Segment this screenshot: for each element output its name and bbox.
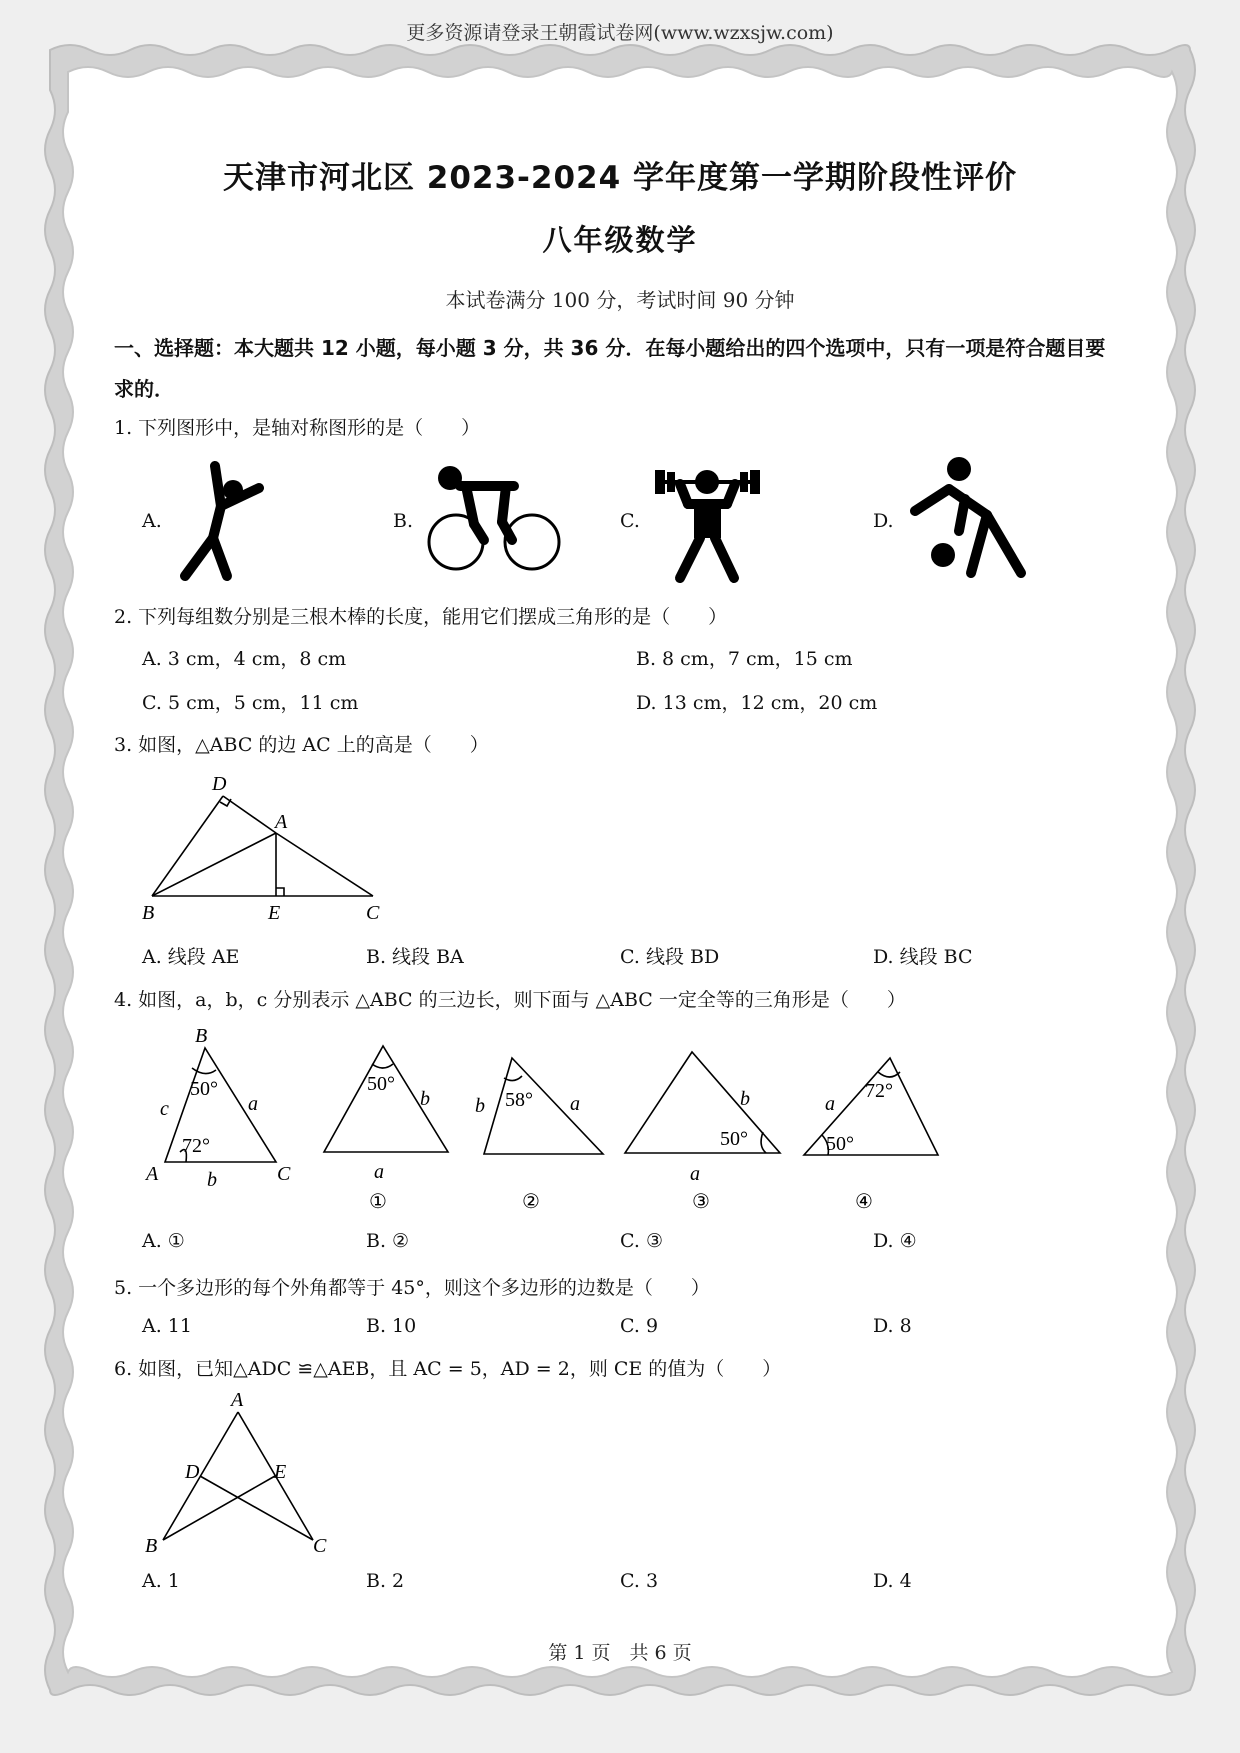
q2-option-d[interactable]: D. 13 cm，12 cm，20 cm [636,692,878,714]
figure-weightlifter-icon [650,460,765,585]
tri2-angle-58: 58° [505,1089,533,1111]
tri1-number: ① [369,1191,387,1213]
question-5-stem: 5. 一个多边形的每个外角都等于 45°，则这个多边形的边数是（ ） [114,1277,710,1299]
q5-option-b[interactable]: B. 10 [366,1315,417,1337]
tri2-label-b: b [475,1095,485,1117]
label-D: D [212,773,227,795]
q6-label-B: B [145,1535,158,1557]
q6-label-D: D [185,1461,200,1483]
section-heading: 一、选择题：本大题共 12 小题，每小题 3 分，共 36 分．在每小题给出的四个选项中，只有一项是符合题目要求的． [114,336,1106,401]
q4-option-b[interactable]: B. ② [366,1230,410,1252]
label-E: E [268,902,281,924]
q5-option-c[interactable]: C. 9 [620,1315,659,1337]
exam-info: 本试卷满分 100 分，考试时间 90 分钟 [445,288,795,312]
q6-option-b[interactable]: B. 2 [366,1570,405,1592]
tri3-number: ③ [692,1191,710,1213]
tri-label-B: B [195,1025,208,1047]
question-4-stem: 4. 如图，a，b，c 分别表示 △ABC 的三边长，则下面与 △ABC 一定全等的三角形是（ ） [114,989,906,1011]
label-B: B [142,902,155,924]
tri-angle-72: 72° [182,1135,210,1157]
q2-option-c[interactable]: C. 5 cm，5 cm，11 cm [142,692,359,714]
figure-dancer-icon [175,458,275,583]
tri-label-C: C [277,1163,291,1185]
q1-option-a[interactable]: A. [142,510,162,532]
q1-option-d[interactable]: D. [873,510,894,532]
tri1-angle-50: 50° [367,1073,395,1095]
figure-basketball-player-icon [905,455,1035,585]
tri4-angle-50: 50° [826,1133,854,1155]
question-3-stem: 3. 如图，△ABC 的边 AC 上的高是（ ） [114,734,489,756]
tri4-number: ④ [855,1191,873,1213]
figure-cyclist-icon [424,462,569,572]
label-C: C [366,902,380,924]
q1-option-c[interactable]: C. [620,510,640,532]
tri4-label-a: a [825,1093,835,1115]
q6-label-A: A [231,1390,244,1411]
q6-label-C: C [313,1535,327,1557]
q4-option-d[interactable]: D. ④ [873,1230,917,1252]
tri-label-a: a [248,1093,258,1115]
q6-option-c[interactable]: C. 3 [620,1570,659,1592]
q6-label-E: E [274,1461,287,1483]
q4-option-a[interactable]: A. ① [142,1230,185,1252]
q3-option-a[interactable]: A. 线段 AE [142,946,240,968]
tri-label-b: b [207,1169,217,1191]
q5-option-d[interactable]: D. 8 [873,1315,912,1337]
tri-angle-50: 50° [190,1078,218,1100]
q4-option-c[interactable]: C. ③ [620,1230,663,1252]
q3-option-c[interactable]: C. 线段 BD [620,946,720,968]
question-1-stem: 1. 下列图形中，是轴对称图形的是（ ） [114,417,481,439]
source-banner: 更多资源请登录王朝霞试卷网(www.wzxsjw.com) [406,22,834,44]
tri3-label-b: b [740,1088,750,1110]
tri-label-A: A [146,1163,159,1185]
q6-triangle-figure [135,1390,345,1560]
tri3-label-a: a [690,1163,700,1185]
tri3-angle-50: 50° [720,1128,748,1150]
tri1-label-a: a [374,1161,384,1183]
q1-option-b[interactable]: B. [393,510,414,532]
q2-option-b[interactable]: B. 8 cm，7 cm，15 cm [636,648,853,670]
tri1-label-b: b [420,1088,430,1110]
question-2-stem: 2. 下列每组数分别是三根木棒的长度，能用它们摆成三角形的是（ ） [114,606,728,628]
tri2-label-a: a [570,1093,580,1115]
question-6-stem: 6. 如图，已知△ADC ≌△AEB，且 AC = 5，AD = 2，则 CE 的值为（ ） [114,1358,782,1380]
exam-title: 天津市河北区 2023-2024 学年度第一学期阶段性评价 [222,160,1017,196]
q3-option-d[interactable]: D. 线段 BC [873,946,973,968]
exam-subject: 八年级数学 [542,223,698,257]
q2-option-a[interactable]: A. 3 cm，4 cm，8 cm [142,648,347,670]
tri4-angle-72: 72° [865,1080,893,1102]
q3-triangle-figure [130,768,400,928]
q5-option-a[interactable]: A. 11 [142,1315,192,1337]
page-footer: 第 1 页 共 6 页 [548,1642,692,1664]
tri2-number: ② [522,1191,540,1213]
q6-option-d[interactable]: D. 4 [873,1570,912,1592]
q6-option-a[interactable]: A. 1 [142,1570,180,1592]
label-A: A [275,811,288,833]
q3-option-b[interactable]: B. 线段 BA [366,946,464,968]
q4-triangles-figure [130,1020,950,1215]
tri-label-c: c [160,1098,169,1120]
